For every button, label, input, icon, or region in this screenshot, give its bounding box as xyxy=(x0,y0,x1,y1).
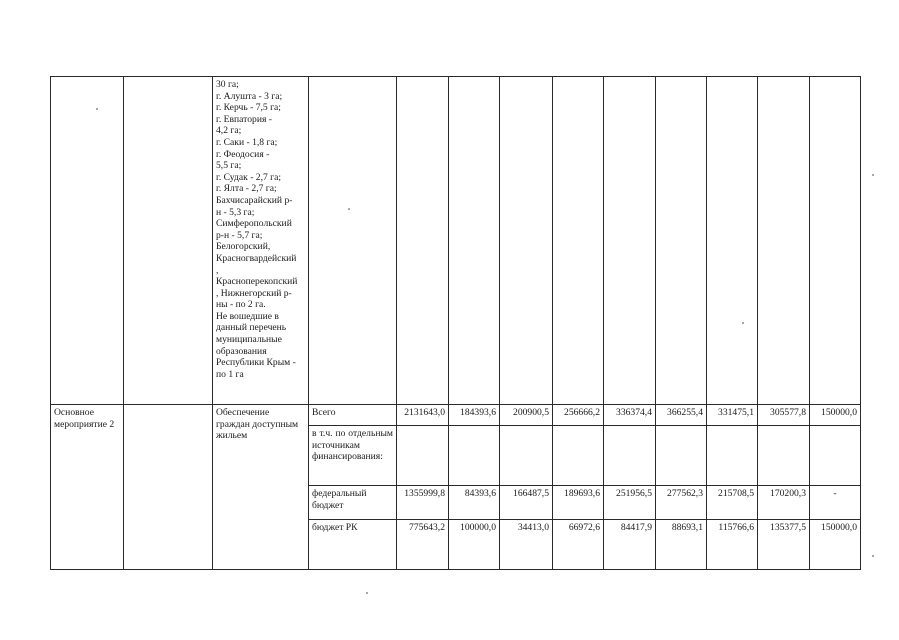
rk-value: 775643,2 xyxy=(397,520,449,570)
empty-cell xyxy=(500,426,553,486)
list-line: г. Евпатория - xyxy=(216,113,272,125)
total-value: 366255,4 xyxy=(656,405,707,426)
list-line: муниципальные xyxy=(216,334,282,346)
list-line: образования xyxy=(216,345,267,357)
total-value: 305577,8 xyxy=(758,405,810,426)
federal-value: 170200,3 xyxy=(758,486,810,520)
list-line: р-н - 5,7 га; xyxy=(216,229,263,241)
empty-cell xyxy=(707,77,758,405)
empty-cell xyxy=(758,426,810,486)
empty-cell xyxy=(656,426,707,486)
rk-value: 34413,0 xyxy=(500,520,553,570)
list-line: ны - по 2 га. xyxy=(216,299,266,311)
rk-value: 100000,0 xyxy=(449,520,500,570)
rk-value: 88693,1 xyxy=(656,520,707,570)
list-line: Красногвардейский xyxy=(216,252,297,264)
empty-cell xyxy=(553,426,604,486)
measure-purpose: Обеспечение граждан доступным жильем xyxy=(213,405,309,570)
empty-cell xyxy=(656,77,707,405)
rk-value: 84417,9 xyxy=(604,520,656,570)
list-line: Бахчисарайский р- xyxy=(216,194,293,206)
list-line: Не вошедшие в xyxy=(216,310,279,322)
empty-cell xyxy=(810,426,861,486)
list-line: 30 га; xyxy=(216,79,239,90)
list-line: данный перечень xyxy=(216,322,287,334)
total-value: 256666,2 xyxy=(553,405,604,426)
land-allocation-row xyxy=(51,77,861,405)
total-value: 336374,4 xyxy=(604,405,656,426)
empty-cell xyxy=(553,77,604,405)
federal-value: 251956,5 xyxy=(604,486,656,520)
empty-cell xyxy=(397,426,449,486)
federal-value: 84393,6 xyxy=(449,486,500,520)
list-line: г. Судак - 2,7 га; xyxy=(216,171,282,183)
empty-cell xyxy=(124,77,213,405)
rk-label: бюджет РК xyxy=(309,520,397,570)
rk-value: 115766,6 xyxy=(707,520,758,570)
empty-cell xyxy=(500,77,553,405)
list-line: г. Алушта - 3 га; xyxy=(216,90,283,102)
land-allocation-list xyxy=(213,77,309,405)
list-line: , xyxy=(216,264,219,276)
federal-value: 1355999,8 xyxy=(397,486,449,520)
program-financing-table xyxy=(50,76,861,570)
federal-value: 166487,5 xyxy=(500,486,553,520)
federal-label: федеральный бюджет xyxy=(309,486,397,520)
list-line: по 1 га xyxy=(216,368,244,380)
total-value: 184393,6 xyxy=(449,405,500,426)
list-line: Симферопольский xyxy=(216,218,292,230)
list-line: 4,2 га; xyxy=(216,125,242,137)
measure-name: Основное мероприятие 2 xyxy=(51,405,124,570)
list-line: г. Саки - 1,8 га; xyxy=(216,136,278,148)
empty-cell xyxy=(707,426,758,486)
including-label: в т.ч. по отдельным источникам финансирования: xyxy=(309,426,397,486)
list-line: Белогорский, xyxy=(216,241,271,253)
total-row xyxy=(51,405,861,426)
list-line: Красноперекопский xyxy=(216,276,298,288)
total-value: 200900,5 xyxy=(500,405,553,426)
rk-value: 150000,0 xyxy=(810,520,861,570)
list-line: н - 5,3 га; xyxy=(216,206,255,218)
empty-cell xyxy=(604,426,656,486)
federal-value: 215708,5 xyxy=(707,486,758,520)
federal-value: 189693,6 xyxy=(553,486,604,520)
federal-value: - xyxy=(810,486,861,520)
rk-value: 135377,5 xyxy=(758,520,810,570)
scan-speck xyxy=(872,555,874,557)
empty-cell xyxy=(449,426,500,486)
empty-cell xyxy=(309,77,397,405)
scan-speck xyxy=(872,174,874,176)
empty-cell xyxy=(449,77,500,405)
total-value: 150000,0 xyxy=(810,405,861,426)
list-line: г. Ялта - 2,7 га; xyxy=(216,183,277,195)
list-line: г. Керчь - 7,5 га; xyxy=(216,102,281,114)
federal-value: 277562,3 xyxy=(656,486,707,520)
empty-cell xyxy=(397,77,449,405)
empty-cell xyxy=(604,77,656,405)
list-line: , Нижнегорский р- xyxy=(216,287,292,299)
total-value: 331475,1 xyxy=(707,405,758,426)
list-line: г. Феодосия - xyxy=(216,148,270,160)
list-line: 5,5 га; xyxy=(216,160,242,172)
total-label: Всего xyxy=(309,405,397,426)
empty-cell xyxy=(758,77,810,405)
rk-value: 66972,6 xyxy=(553,520,604,570)
empty-cell xyxy=(810,77,861,405)
total-value: 2131643,0 xyxy=(397,405,449,426)
empty-cell xyxy=(51,77,124,405)
empty-cell xyxy=(124,405,213,570)
scan-speck xyxy=(366,592,368,594)
list-line: Республики Крым - xyxy=(216,357,296,369)
